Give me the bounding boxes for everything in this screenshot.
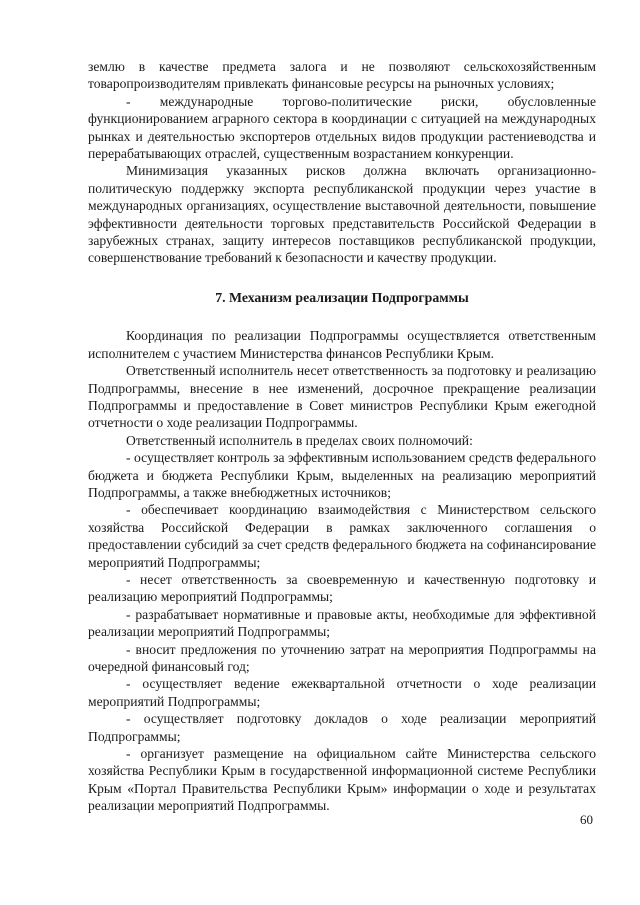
list-item: - осуществляет ведение ежеквартальной отчетности о ходе реализации мероприятий Подпрограммы; xyxy=(88,676,596,709)
paragraph-risk-minimization: Минимизация указанных рисков должна включать организационно-политическую поддержку экспорта республиканской продукции через участие в международных организациях, осуществление выставочной деятельности, повышение эффективности деятельности торговых представительств Российской Федерации в зарубежных странах, защиту интересов поставщиков республиканской продукции, совершенствование требований к безопасности и качеству продукции. xyxy=(88,163,596,266)
paragraph-collateral: землю в качестве предмета залога и не позволяют сельскохозяйственным товаропроизводителям привлекать финансовые ресурсы на рыночных условиях; xyxy=(88,59,596,92)
paragraph-trade-risks: - международные торгово-политические риски, обусловленные функционированием аграрного сектора в координации с ситуацией на международных рынках и деятельностью экспортеров отдельных видов продукции растениеводства и перерабатывающих отраслей, существенным возрастанием конкуренции. xyxy=(88,93,596,162)
paragraph-powers-intro: Ответственный исполнитель в пределах своих полномочий: xyxy=(126,432,473,448)
paragraph-responsibility: Ответственный исполнитель несет ответственность за подготовку и реализацию Подпрограммы, внесение в нее изменений, досрочное прекращение реализации Подпрограммы и предоставление в Совет министров Республики Крым ежегодной отчетности о ходе реализации Подпрограммы. xyxy=(88,363,596,431)
page-number: 60 xyxy=(580,812,593,827)
paragraph-coordination: Координация по реализации Подпрограммы осуществляется ответственным исполнителем с участием Министерства финансов Республики Крым. xyxy=(88,328,596,361)
list-item: - осуществляет подготовку докладов о ходе реализации мероприятий Подпрограммы; xyxy=(88,711,596,744)
list-item: - осуществляет контроль за эффективным использованием средств федерального бюджета и бюджета Республики Крым, выделенных на реализацию мероприятий Подпрограммы, а также внебюджетных источников; xyxy=(88,450,596,500)
list-item: - вносит предложения по уточнению затрат на мероприятия Подпрограммы на очередной финансовый год; xyxy=(88,641,596,674)
list-item: - организует размещение на официальном сайте Министерства сельского хозяйства Республики Крым в государственной информационной системе Республики Крым «Портал Правительства Республики Крым» информации о ходе и результатах реализации мероприятий Подпрограммы. xyxy=(88,746,596,814)
section-heading: 7. Механизм реализации Подпрограммы xyxy=(215,289,469,305)
document-page xyxy=(88,58,596,815)
list-item: - разрабатывает нормативные и правовые акты, необходимые для эффективной реализации мероприятий Подпрограммы; xyxy=(88,606,596,640)
list-item: - обеспечивает координацию взаимодействия с Министерством сельского хозяйства Российской Федерации в рамках заключенного соглашения о предоставлении субсидий за счет средств федерального бюджета на софинансирование мероприятий Подпрограммы; xyxy=(88,502,596,570)
list-item: - несет ответственность за своевременную и качественную подготовку и реализацию мероприятий Подпрограммы; xyxy=(88,571,596,605)
